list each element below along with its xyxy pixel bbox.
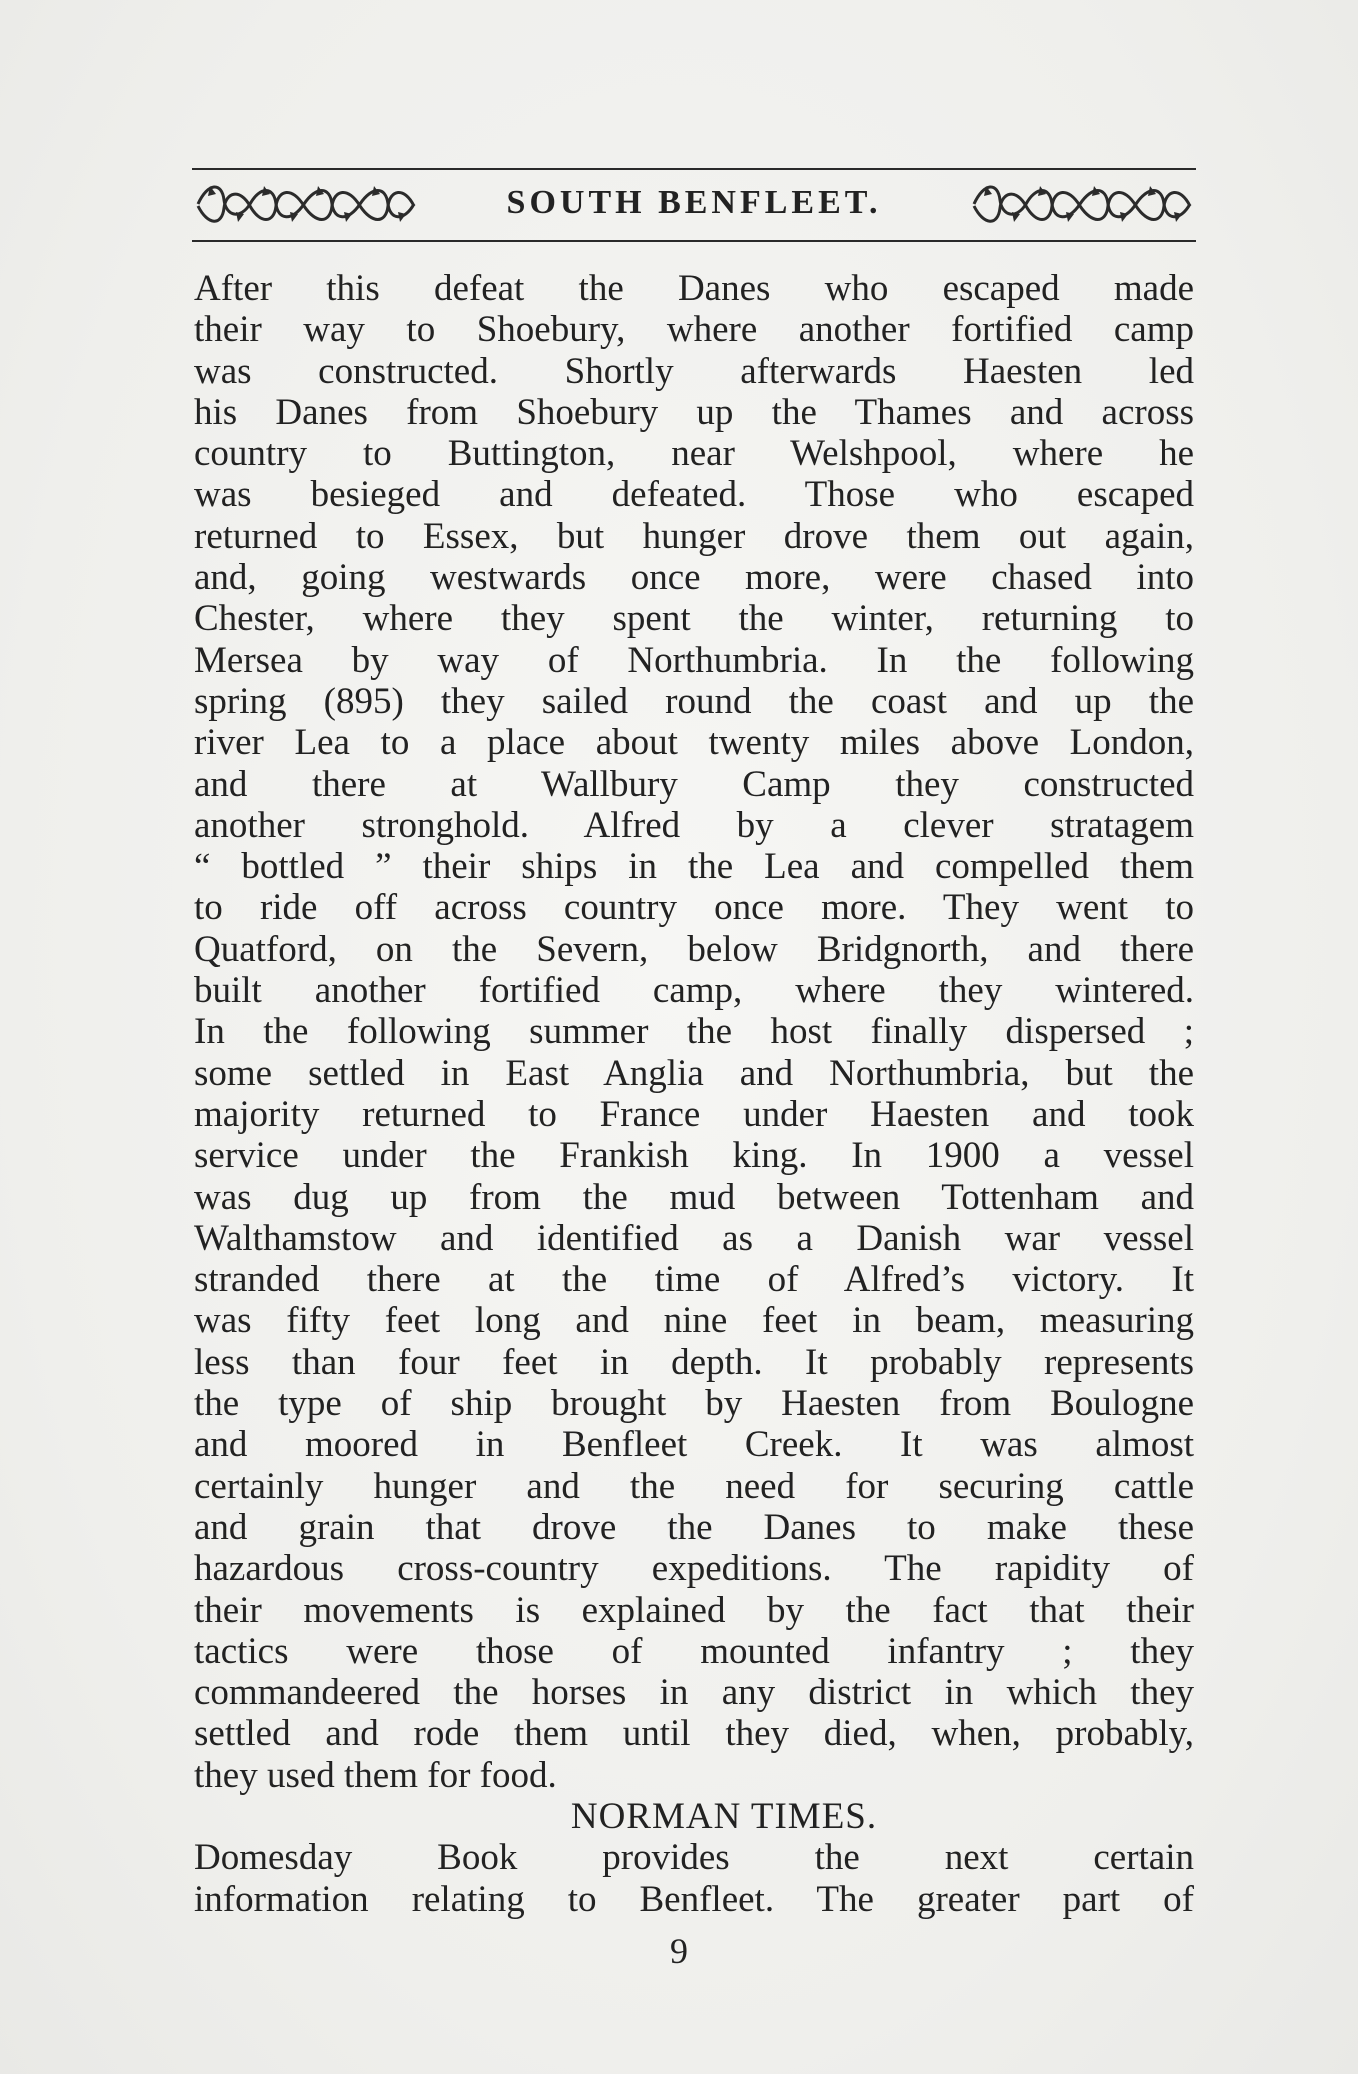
text-line: they used them for food. bbox=[194, 1754, 557, 1796]
text-line: Chester, where they spent the winter, returning to bbox=[194, 598, 1194, 640]
text-line: was dug up from the mud between Tottenham and bbox=[194, 1176, 1194, 1218]
text-line: built another fortified camp, where they wintered. bbox=[194, 970, 1194, 1012]
text-line: “ bottled ” their ships in the Lea and compelled them bbox=[194, 846, 1194, 888]
text-line: and, going westwards once more, were chased into bbox=[194, 557, 1194, 599]
body-text bbox=[194, 268, 1194, 1920]
text-line: and moored in Benfleet Creek. It was almost bbox=[194, 1424, 1194, 1466]
running-header-title: SOUTH BENFLEET. bbox=[506, 184, 882, 221]
paragraph bbox=[194, 1837, 1194, 1920]
text-line: Walthamstow and identified as a Danish war vessel bbox=[194, 1217, 1194, 1259]
text-line: returned to Essex, but hunger drove them out again, bbox=[194, 515, 1194, 557]
text-line: commandeered the horses in any district in which they bbox=[194, 1672, 1194, 1714]
text-line: some settled in East Anglia and Northumbria, but the bbox=[194, 1052, 1194, 1094]
running-header bbox=[192, 168, 1196, 242]
section-heading: NORMAN TIMES. bbox=[570, 1795, 878, 1837]
text-line: was constructed. Shortly afterwards Haesten led bbox=[194, 350, 1194, 392]
text-line: information relating to Benfleet. The greater part of bbox=[194, 1878, 1194, 1920]
text-line: majority returned to France under Haesten and took bbox=[194, 1093, 1194, 1135]
leaf-scroll-ornament-icon bbox=[970, 176, 1194, 232]
text-line: Domesday Book provides the next certain bbox=[194, 1837, 1194, 1879]
text-line: settled and rode them until they died, when, probably, bbox=[194, 1713, 1194, 1755]
text-line: tactics were those of mounted infantry ; they bbox=[194, 1630, 1194, 1672]
text-line: Mersea by way of Northumbria. In the following bbox=[194, 639, 1194, 681]
text-line: and grain that drove the Danes to make these bbox=[194, 1506, 1194, 1548]
text-line: river Lea to a place about twenty miles above London, bbox=[194, 722, 1194, 764]
text-line: Quatford, on the Severn, below Bridgnorth, and there bbox=[194, 928, 1194, 970]
text-line: stranded there at the time of Alfred’s victory. It bbox=[194, 1259, 1194, 1301]
text-line: and there at Wallbury Camp they constructed bbox=[194, 763, 1194, 805]
text-line: After this defeat the Danes who escaped made bbox=[194, 268, 1194, 309]
text-line: his Danes from Shoebury up the Thames and across bbox=[194, 391, 1194, 433]
text-line: hazardous cross-country expeditions. The rapidity of bbox=[194, 1548, 1194, 1590]
text-line: less than four feet in depth. It probably represents bbox=[194, 1341, 1194, 1383]
text-line: another stronghold. Alfred by a clever stratagem bbox=[194, 804, 1194, 846]
text-line: their movements is explained by the fact that their bbox=[194, 1589, 1194, 1631]
text-line: to ride off across country once more. They went to bbox=[194, 887, 1194, 929]
paragraph bbox=[194, 268, 1194, 1796]
text-line: service under the Frankish king. In 1900 a vessel bbox=[194, 1135, 1194, 1177]
text-line: In the following summer the host finally dispersed ; bbox=[194, 1011, 1194, 1053]
text-line: their way to Shoebury, where another fortified camp bbox=[194, 309, 1194, 351]
page-number: 9 bbox=[670, 1931, 688, 1971]
text-line: spring (895) they sailed round the coast and up the bbox=[194, 680, 1194, 722]
text-line: certainly hunger and the need for securing cattle bbox=[194, 1465, 1194, 1507]
text-line: was besieged and defeated. Those who escaped bbox=[194, 474, 1194, 516]
text-line: country to Buttington, near Welshpool, where he bbox=[194, 433, 1194, 475]
text-line: the type of ship brought by Haesten from Boulogne bbox=[194, 1383, 1194, 1425]
text-line: was fifty feet long and nine feet in beam, measuring bbox=[194, 1300, 1194, 1342]
